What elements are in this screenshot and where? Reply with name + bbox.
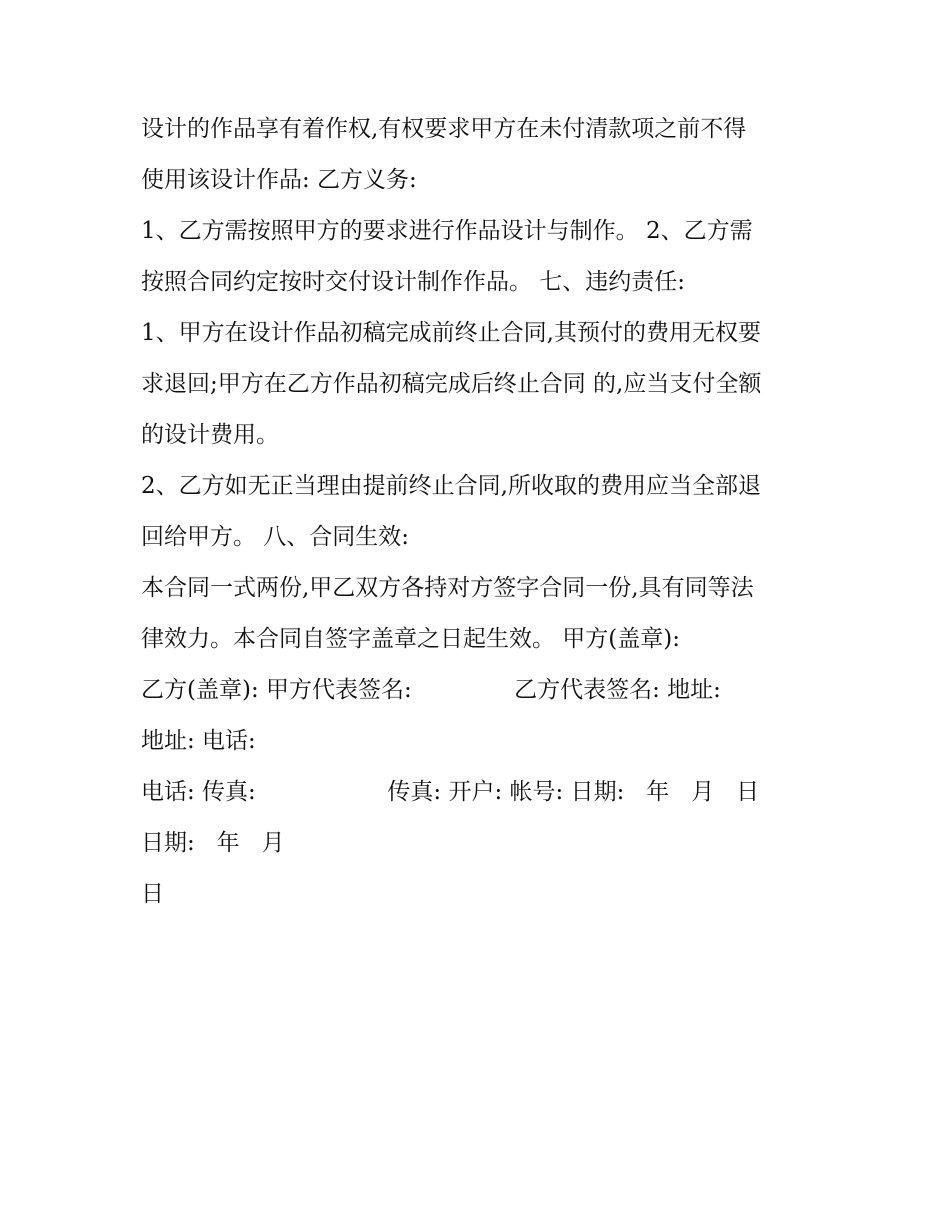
contract-body-text — [141, 104, 821, 920]
text-line: 使用该设计作品: 乙方义务: — [141, 167, 417, 193]
phone-fax-line: 电话: 传真: 传真: 开户: 帐号: 日期: 年 月 日 — [141, 779, 760, 805]
text-line: 1、甲方在设计作品初稿完成前终止合同,其预付的费用无权要 — [141, 320, 761, 346]
address-line: 地址: 电话: — [141, 728, 256, 754]
text-line: 求退回;甲方在乙方作品初稿完成后终止合同 的,应当支付全额 — [141, 371, 762, 397]
text-line: 2、乙方如无正当理由提前终止合同,所收取的费用应当全部退 — [141, 473, 761, 499]
date-day-line: 日 — [141, 881, 164, 907]
signature-line: 乙方(盖章): 甲方代表签名: 乙方代表签名: 地址: — [141, 677, 721, 703]
text-line: 按照合同约定按时交付设计制作作品。 七、违约责任: — [141, 269, 686, 295]
text-line: 本合同一式两份,甲乙双方各持对方签字合同一份,具有同等法 — [141, 575, 754, 601]
text-line: 1、乙方需按照甲方的要求进行作品设计与制作。 2、乙方需 — [141, 218, 753, 244]
text-line: 设计的作品享有着作权,有权要求甲方在未付清款项之前不得 — [141, 116, 747, 142]
text-line: 律效力。本合同自签字盖章之日起生效。 甲方(盖章): — [141, 626, 681, 652]
text-line: 的设计费用。 — [141, 422, 279, 448]
date-line: 日期: 年 月 — [141, 830, 285, 856]
text-line: 回给甲方。 八、合同生效: — [141, 524, 410, 550]
